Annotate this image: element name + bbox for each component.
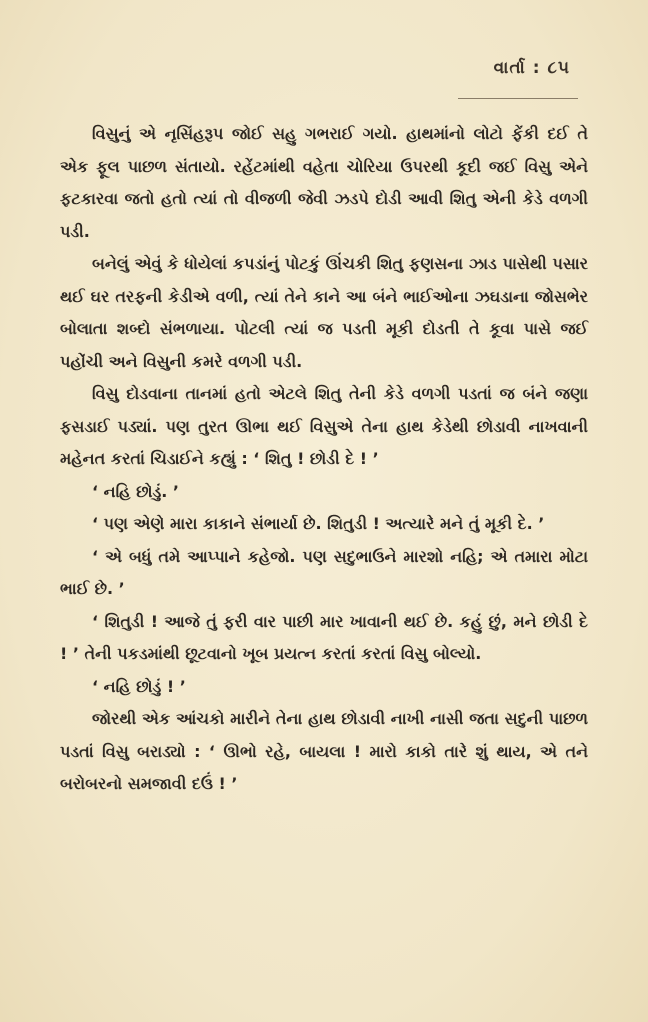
header-underline xyxy=(458,98,578,99)
running-header: વાર્તા : ૮૫ xyxy=(493,58,570,78)
dialogue-line: ‘ એ બધું તમે આપ્પાને કહેજો. પણ સદુભાઉને મારશો નહિ; એ તમારા મોટા ભાઈ છે. ’ xyxy=(60,546,588,598)
dialogue-line: ‘ શિતુડી ! આજે તું ફરી વાર પાછી માર ખાવાની થઈ છે. કહું છું, મને છોડી દે ! ’ તેની પકડમાંથી છૂટવાનો ખૂબ પ્રયત્ન કરતાં કરતાં વિસુ બોલ્યો. xyxy=(60,611,588,663)
story-text xyxy=(60,118,588,801)
dialogue-line: ‘ નહિ છોડું. ’ xyxy=(92,481,180,501)
paragraph: બનેલું એવું કે ધોયેલાં કપડાંનું પોટકું ઊંચકી શિતુ ફણસના ઝાડ પાસેથી પસાર થઈ ઘર તરફની કેડીએ વળી, ત્યાં તેને કાને આ બંને ભાઈઓના ઝઘડાના જોસભેર બોલાતા શબ્દો સંભળાયા. પોટલી ત્યાં જ પડતી મૂકી દોડતી તે કૂવા પાસે જઈ પહોંચી અને વિસુની કમરે વળગી પડી. xyxy=(60,254,588,371)
paragraph: જોરથી એક આંચકો મારીને તેના હાથ છોડાવી નાખી નાસી જતા સદુની પાછળ પડતાં વિસુ બરાડ્યો : ‘ ઊભો રહે, બાયલા ! મારો કાકો તારે શું થાય, એ તને બરોબરનો સમજાવી દઉં ! ’ xyxy=(60,709,588,793)
dialogue-line: ‘ પણ એણે મારા કાકાને સંભાર્યા છે. શિતુડી ! અત્યારે મને તું મૂકી દે. ’ xyxy=(92,514,545,533)
dialogue-line: ‘ નહિ છોડું ! ’ xyxy=(92,676,186,696)
paragraph: વિસુનું એ નૃસિંહરૂપ જોઈ સહુ ગભરાઈ ગયો. હાથમાંનો લોટો ફેંકી દઈ તે એક ફૂલ પાછળ સંતાયો. રહેંટમાંથી વહેતા ચોરિયા ઉપરથી કૂદી જઈ વિસુ એને ફટકારવા જતો હતો ત્યાં તો વીજળી જેવી ઝડપે દોડી આવી શિતુ એની કેડે વળગી પડી. xyxy=(60,124,588,241)
paragraph: વિસુ દોડવાના તાનમાં હતો એટલે શિતુ તેની કેડે વળગી પડતાં જ બંને જણા ફસડાઈ પડ્યાં. પણ તુરત ઊભા થઈ વિસુએ તેના હાથ કેડેથી છોડાવી નાખવાની મહેનત કરતાં ચિડાઈને કહ્યું : ‘ શિતુ ! છોડી દે ! ’ xyxy=(60,384,588,468)
